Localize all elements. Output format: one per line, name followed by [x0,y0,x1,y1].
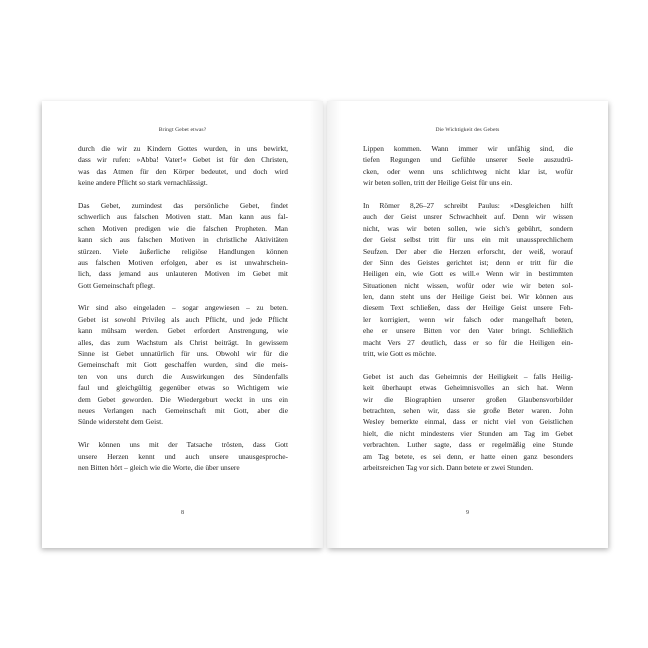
text-line: stürzen. Viele äußerliche religiöse Handlungen können [78,246,288,256]
paragraph [78,143,288,189]
paragraph [363,143,573,189]
text-line: keit überhaupt etwas Geheimnisvolles an sich hat. Wenn [363,383,573,393]
gutter-shadow [309,101,323,548]
text-line: neues Verlangen nach Gemeinschaft mit Gott, aber die [78,405,288,415]
text-line: dem Gebet geworden. Die Wiedergeburt weckt in uns ein [78,394,288,404]
text-line: ehe er unsere Bitten vor den Vater bringt. Schließlich [363,326,573,336]
text-line: Gebet ist auch das Geheimnis der Heiligkeit – falls Heilig- [363,371,573,381]
text-line: kann mühsam werden. Gebet erfordert Anstrengung, wie [78,326,288,336]
page-number: 8 [181,510,184,516]
running-head: Die Wichtigkeit des Gebets [435,127,500,133]
gutter-shadow [327,101,341,548]
body-text [363,143,573,473]
running-head: Bringt Gebet etwas? [158,127,207,133]
text-line: macht Vers 27 deutlich, dass er so für die Heiligen ein- [363,337,573,347]
text-line: ler korrigiert, wenn wir falsch oder mangelhaft beten, [363,314,573,324]
text-line: tiefen Regungen und Gefühle unserer Seele auszudrü- [363,155,573,165]
left-page [42,101,323,548]
text-line: faul und gleichgültig gegenüber etwas so Wichtigem wie [78,383,288,393]
text-line: durch die wir zu Kindern Gottes wurden, in uns bewirkt, [78,144,288,153]
text-line: wir die Biographien unserer großen Glaubensvorbilder [363,394,573,404]
right-page [327,101,608,548]
paragraph-gap [78,428,288,439]
text-line: am Tag betete, es sei denn, er hatte einen ganz besonders [363,451,573,461]
paragraph-gap [78,189,288,200]
paragraph [363,371,573,474]
text-line: Wesley bemerkte einmal, dass er nicht viel von Geistlichen [363,417,573,427]
text-line: Heiligen ein, wie Gott es will.« Wenn wir in bestimmten [363,269,573,279]
paragraph-gap [363,359,573,370]
text-line: Wir sind also eingeladen – sogar angewiesen – zu beten. [78,303,288,313]
text-line: dass wir rufen: »Abba! Vater!« Gebet ist für den Christen, [78,155,288,165]
text-line: kann sich aus falschen Motiven in christliche Aktivitäten [78,235,288,245]
body-text [78,143,288,473]
text-line: keine andere Pflicht so stark vernachlässigt. [78,178,208,188]
paragraph [78,439,288,473]
text-line: Lippen kommen. Wann immer wir unfähig sind, die [363,144,573,153]
text-line: arbeitsreichen Tag vor sich. Dann betete er zwei Stunden. [363,462,534,472]
text-line: Gebet ist sowohl Privileg als auch Pflicht, und jede Pflicht [78,314,288,324]
paragraph [363,200,573,359]
paragraph-gap [363,189,573,200]
paragraph [78,302,288,427]
text-line: was das Atmen für den Körper bedeutet, und doch wird [78,166,288,176]
text-line: wir beten sollen, tritt der Heilige Geist für uns ein. [363,178,513,188]
paragraph-gap [78,291,288,302]
text-line: verbrachten. Luther sagte, dass er regelmäßig eine Stunde [363,440,573,450]
text-line: Situationen nicht wissen, wofür oder wie wir beten sol- [363,280,573,290]
text-line: Das Gebet, zumindest das persönliche Gebet, findet [78,200,288,210]
text-line: nicht, was wir beten sollen, wie sich's gebührt, sondern [363,223,573,233]
text-line: aus falschen Motiven erfolgen, aber es ist unwahrschein- [78,257,288,267]
text-line: nen Bitten hört – gleich wie die Worte, die über unsere [78,462,240,472]
text-line: schwerlich aus falschen Motiven statt. Man kann aus fal- [78,212,288,222]
text-line: auch der Geist unsrer Schwachheit auf. Denn wir wissen [363,212,573,222]
text-line: tritt, wie Gott es möchte. [363,349,437,359]
paragraph [78,200,288,291]
text-line: Sünde widersteht dem Geist. [78,417,163,427]
page-number: 9 [466,510,469,516]
text-line: unsere Herzen kennt und auch unsere unausgesproche- [78,451,288,461]
text-line: der Geist selbst tritt für uns ein mit unaussprechlichem [363,235,573,245]
text-line: len, dann steht uns der Heilige Geist bei. Wir können aus [363,292,573,302]
book-spread [42,101,608,548]
text-line: betrachten, sehen wir, dass sie große Beter waren. John [363,405,573,415]
text-line: hielt, die nicht mindestens vier Stunden am Tag im Gebet [363,428,573,438]
text-line: Seufzen. Der aber die Herzen erforscht, der weiß, worauf [363,246,573,256]
text-line: schen Motiven predigen wie die falschen Propheten. Man [78,223,288,233]
text-line: Sinne ist Gebet unnatürlich für uns. Obwohl wir für die [78,349,288,359]
text-line: diesem Text schließen, dass der Heilige Geist unsere Feh- [363,303,573,313]
text-line: ten von uns durch die Auswirkungen des Sündenfalls [78,371,288,381]
text-line: cken, oder wenn uns schlichtweg nicht klar ist, wofür [363,166,573,176]
text-line: Wir können uns mit der Tatsache trösten, dass Gott [78,440,288,450]
text-line: alles, das zum Wachstum als Christ beiträgt. In gewissem [78,337,288,347]
text-line: lich, dass jemand aus unlauteren Motiven im Gebet mit [78,269,288,279]
text-line: Gemeinschaft mit Gott geschaffen wurden, sind die meis- [78,360,288,370]
text-line: Gott Gemeinschaft pflegt. [78,280,155,290]
text-line: In Römer 8,26–27 schreibt Paulus: »Desgleichen hilft [363,200,573,210]
text-line: der Sinn des Geistes gerichtet ist; denn er tritt für die [363,257,573,267]
